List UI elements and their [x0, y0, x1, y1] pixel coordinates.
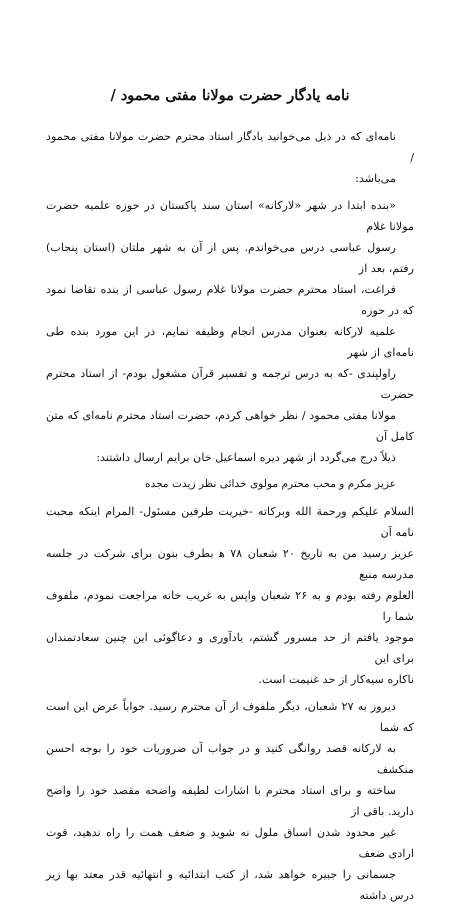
text-line: می‌باشد:	[355, 172, 396, 185]
letter-salutation	[46, 474, 414, 495]
text-line: راولپندی -که به درس ترجمه و تفسیر قرآن مشغول بودم- از استاد محترم حضرت	[46, 367, 414, 401]
text-line: ذیلاً درج می‌گردد از شهر دیره اسماعیل خان برایم ارسال داشتند:	[96, 451, 396, 464]
text-line: ساخته و برای استاد محترم با اشارات لطیفه واضحه مقصد خود را واضح دارید. باقی از	[46, 784, 414, 818]
letter-body-2	[46, 696, 414, 906]
text-line: «بنده ابتدا در شهر «لارکانه» استان سند پاکستان در حوزه علمیه حضرت مولانا غلام	[46, 199, 414, 233]
text-line: فراغت، استاد محترم حضرت مولانا غلام رسول عباسی از بنده تقاضا نمود که در حوزه	[46, 283, 414, 317]
letter-body-1	[46, 501, 414, 690]
text-line: مولانا مفتی محمود / نظر خواهی کردم، حضرت استاد محترم نامه‌ای که متن کامل آن	[46, 409, 414, 443]
text-line: العلوم رفته بودم و به ۲۶ شعبان واپس به غریب خانه مراجعت نمودم، ملفوف شما را	[46, 589, 415, 623]
text-line: دیروز به ۲۷ شعبان، دیگر ملفوف از آن محترم رسید. جواباً عرض این است که شما	[46, 700, 414, 734]
text-line: عزیز رسید من به تاریخ ۲۰ شعبان ۷۸ ﻫ بطرف بنون برای شرکت در جلسه مدرسه منبع	[46, 547, 414, 581]
text-line: غیر محدود شدن اسباق ملول نه شوید و ضعف همت را راه ندهید، قوت ارادی ضعف	[46, 826, 414, 860]
text-line: جسمانی را جبیره خواهد شد، از کتب ابتدائیه و انتهائیه قدر معتد بها زیر درس داشته	[46, 868, 414, 902]
text-line: علمیه لارکانه بعنوان مدرس انجام وظیفه نمایم، در این مورد بنده طی نامه‌ای از شهر	[46, 325, 414, 359]
text-line: به لارکانه قصد روانگی کنید و در جواب آن ضروریات خود را بوجه احسن منکشف	[46, 742, 414, 776]
text-line: موجود یافتم از حد مسرور گشتم، یادآوری و دعاگوئی این چنین سعادتمندان برای این	[46, 631, 414, 665]
text-line: نامه‌ای که در ذیل می‌خوانید یادگار استاد محترم حضرت مولانا مفتی محمود /	[46, 130, 414, 164]
text-line: عزیز مکرم و محب محترم مولوی خدائی نظر زیدت مجده	[144, 478, 396, 490]
page-title: نامه یادگار حضرت مولانا مفتی محمود /	[110, 87, 350, 104]
text-line: السلام علیکم ورحمة الله وبرکاته -خیریت طرفین مسئول- المرام اینکه محبت نامه آن	[46, 505, 414, 539]
text-line: ناکاره سیه‌کار از حد غنیمت است.	[258, 673, 414, 686]
paragraph-background	[46, 195, 414, 468]
text-line: رسول عباسی درس می‌خواندم. پس از آن به شهر ملتان (استان پنجاب) رفتم، بعد از	[46, 241, 414, 275]
paragraph-intro	[46, 126, 414, 189]
